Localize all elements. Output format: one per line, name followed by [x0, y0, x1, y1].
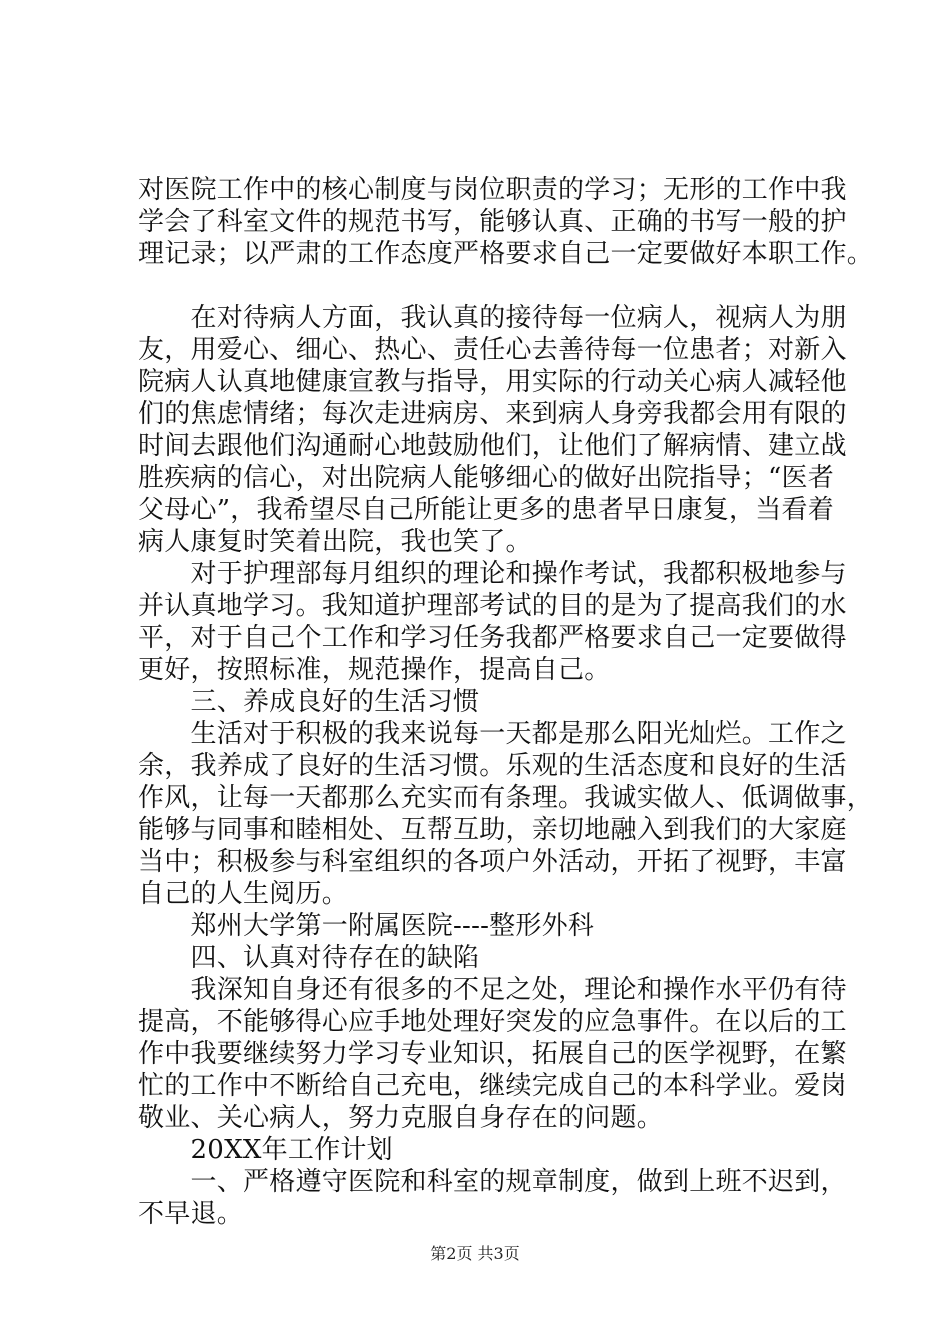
text-line: 忙的工作中不断给自己充电，继续完成自己的本科学业。爱岗 [138, 1071, 847, 1101]
section-heading: 四、认真对待存在的缺陷 [138, 943, 480, 973]
organization-line: 郑州大学第一附属医院----整形外科 [138, 911, 595, 941]
text-line: 能够与同事和睦相处、互帮互助，亲切地融入到我们的大家庭 [138, 815, 847, 845]
text-line: 自己的人生阅历。 [138, 879, 349, 909]
text-line: 院病人认真地健康宣教与指导，用实际的行动关心病人减轻他 [138, 367, 847, 397]
text-line: 学会了科室文件的规范书写，能够认真、正确的书写一般的护 [138, 207, 847, 237]
text-line: 们的焦虑情绪；每次走进病房、来到病人身旁我都会用有限的 [138, 399, 847, 429]
text-line: 在对待病人方面，我认真的接待每一位病人，视病人为朋 [138, 303, 847, 333]
paragraph-block-2 [138, 302, 874, 1230]
section-heading: 20XX年工作计划 [138, 1135, 393, 1165]
text-line: 对于护理部每月组织的理论和操作考试，我都积极地参与 [138, 559, 847, 589]
section-heading: 三、养成良好的生活习惯 [138, 687, 480, 717]
text-line: 理记录；以严肃的工作态度严格要求自己一定要做好本职工作。 [138, 239, 874, 269]
text-line: 父母心”，我希望尽自己所能让更多的患者早日康复，当看着 [138, 495, 835, 525]
text-line: 当中；积极参与科室组织的各项户外活动，开拓了视野，丰富 [138, 847, 847, 877]
text-line: 作风，让每一天都那么充实而有条理。我诚实做人、低调做事， [138, 783, 874, 813]
paragraph-block-1 [138, 174, 874, 270]
text-line: 病人康复时笑着出院，我也笑了。 [138, 527, 532, 557]
text-line: 友，用爱心、细心、热心、责任心去善待每一位患者；对新入 [138, 335, 847, 365]
text-line: 作中我要继续努力学习专业知识，拓展自己的医学视野，在繁 [138, 1039, 847, 1069]
text-line: 一、严格遵守医院和科室的规章制度，做到上班不迟到， [138, 1167, 847, 1197]
text-line: 更好，按照标准，规范操作，提高自己。 [138, 655, 611, 685]
text-line: 我深知自身还有很多的不足之处，理论和操作水平仍有待 [138, 975, 847, 1005]
text-line: 平，对于自己个工作和学习任务我都严格要求自己一定要做得 [138, 623, 847, 653]
text-line: 敬业、关心病人，努力克服自身存在的问题。 [138, 1103, 664, 1133]
text-line: 提高，不能够得心应手地处理好突发的应急事件。在以后的工 [138, 1007, 847, 1037]
text-line: 并认真地学习。我知道护理部考试的目的是为了提高我们的水 [138, 591, 847, 621]
text-line: 对医院工作中的核心制度与岗位职责的学习；无形的工作中我 [138, 175, 847, 205]
text-line: 余，我养成了良好的生活习惯。乐观的生活态度和良好的生活 [138, 751, 847, 781]
text-line: 不早退。 [138, 1199, 244, 1229]
text-line: 时间去跟他们沟通耐心地鼓励他们，让他们了解病情、建立战 [138, 431, 847, 461]
page-number-footer: 第2页 共3页 [430, 1244, 520, 1263]
paragraph-gap [138, 270, 838, 302]
text-line: 生活对于积极的我来说每一天都是那么阳光灿烂。工作之 [138, 719, 847, 749]
text-line: 胜疾病的信心，对出院病人能够细心的做好出院指导；“医者 [138, 463, 835, 493]
document-body [138, 174, 874, 1230]
